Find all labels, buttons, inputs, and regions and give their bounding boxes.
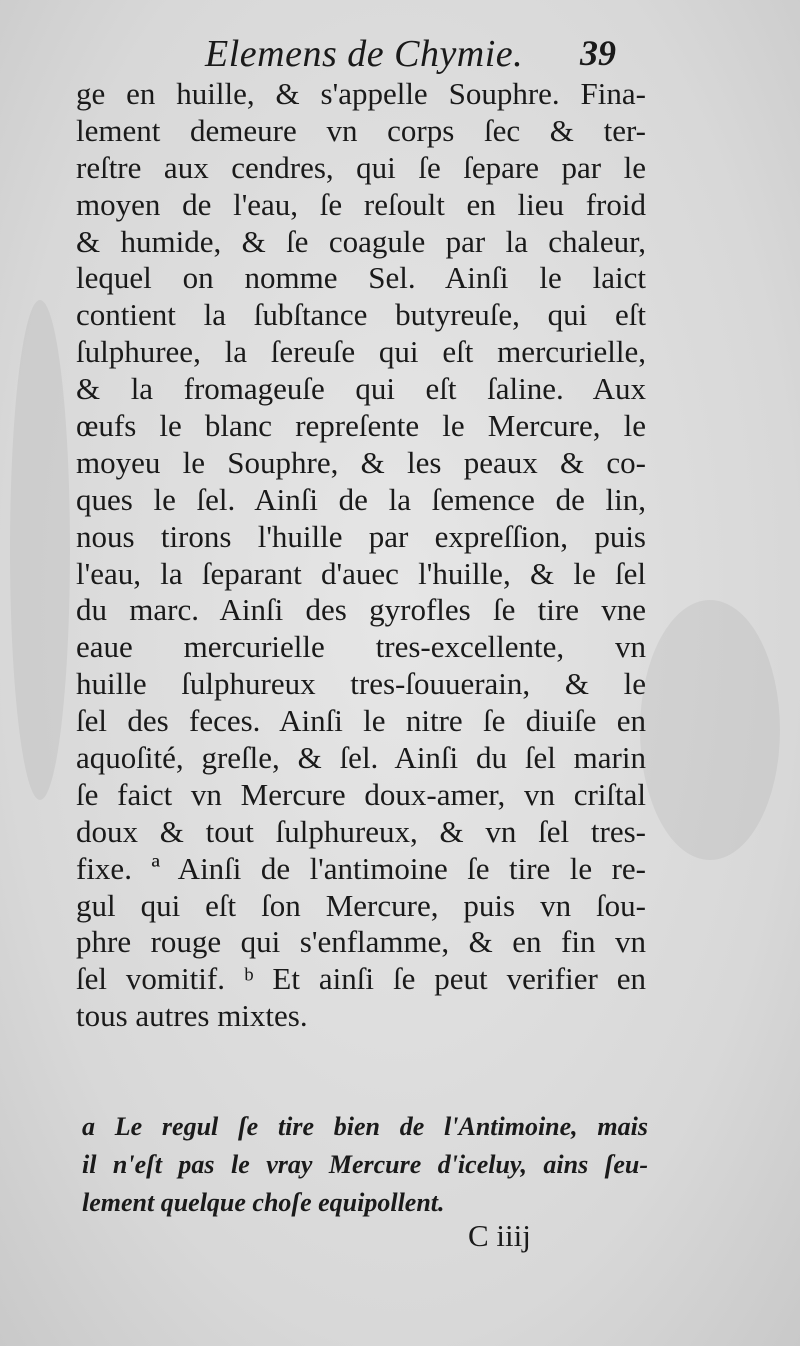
text-line: l'eau, la ſeparant d'auec l'huille, & le ſel — [76, 555, 646, 591]
body-text — [76, 76, 646, 1035]
footnotes — [82, 1108, 648, 1222]
text-line: œufs le blanc repreſente le Mercure, le — [76, 408, 646, 444]
text-line: ſel des feces. Ainſi le nitre ſe diuiſe en — [76, 703, 646, 739]
text-line: fixe. ª Ainſi de l'antimoine ſe tire le re- — [76, 850, 646, 886]
text-line: ſel vomitif. ᵇ Et ainſi ſe peut verifier en — [76, 961, 646, 997]
running-title: Elemens de Chymie. — [205, 33, 524, 75]
text-line: lement demeure vn corps ſec & ter- — [76, 112, 646, 148]
text-line: ſulphuree, la ſereuſe qui eſt mercurielle, — [76, 334, 646, 370]
text-line: contient la ſubſtance butyreuſe, qui eſt — [76, 297, 646, 333]
text-line: moyeu le Souphre, & les peaux & co- — [76, 444, 646, 480]
text-line: huille ſulphureux tres-ſouuerain, & le — [76, 666, 646, 702]
text-line: eaue mercurielle tres-excellente, vn — [76, 629, 646, 665]
running-head — [0, 28, 800, 78]
text-line: doux & tout ſulphureux, & vn ſel tres- — [76, 813, 646, 849]
text-line: nous tirons l'huille par expreſſion, puis — [76, 518, 646, 554]
text-line: & humide, & ſe coagule par la chaleur, — [76, 223, 646, 259]
text-line: du marc. Ainſi des gyrofles ſe tire vne — [76, 592, 646, 628]
text-line: & la fromageuſe qui eſt ſaline. Aux — [76, 371, 646, 407]
text-line: ſe faict vn Mercure doux-amer, vn criſtal — [76, 776, 646, 812]
footnote-line: a Le regul ſe tire bien de l'Antimoine, mais — [82, 1112, 648, 1141]
text-line: reſtre aux cendres, qui ſe ſepare par le — [76, 149, 646, 185]
paper-stain — [640, 600, 780, 860]
signature-mark: C iiij — [468, 1218, 531, 1253]
paper-stain — [10, 300, 70, 800]
text-line: ge en huille, & s'appelle Souphre. Fina- — [76, 76, 646, 111]
text-line: lequel on nomme Sel. Ainſi le laict — [76, 260, 646, 296]
text-line: phre rouge qui s'enflamme, & en fin vn — [76, 924, 646, 960]
footnote-line: lement quelque choſe equipollent. — [82, 1188, 445, 1217]
text-line: gul qui eſt ſon Mercure, puis vn ſou- — [76, 887, 646, 923]
page-number: 39 — [580, 33, 616, 73]
text-line: aquoſité, greſle, & ſel. Ainſi du ſel marin — [76, 740, 646, 776]
footnote-line: il n'eſt pas le vray Mercure d'iceluy, ains ſeu- — [82, 1150, 648, 1179]
text-line: tous autres mixtes. — [76, 998, 308, 1034]
text-line: moyen de l'eau, ſe reſoult en lieu froid — [76, 186, 646, 222]
text-line: ques le ſel. Ainſi de la ſemence de lin, — [76, 481, 646, 517]
